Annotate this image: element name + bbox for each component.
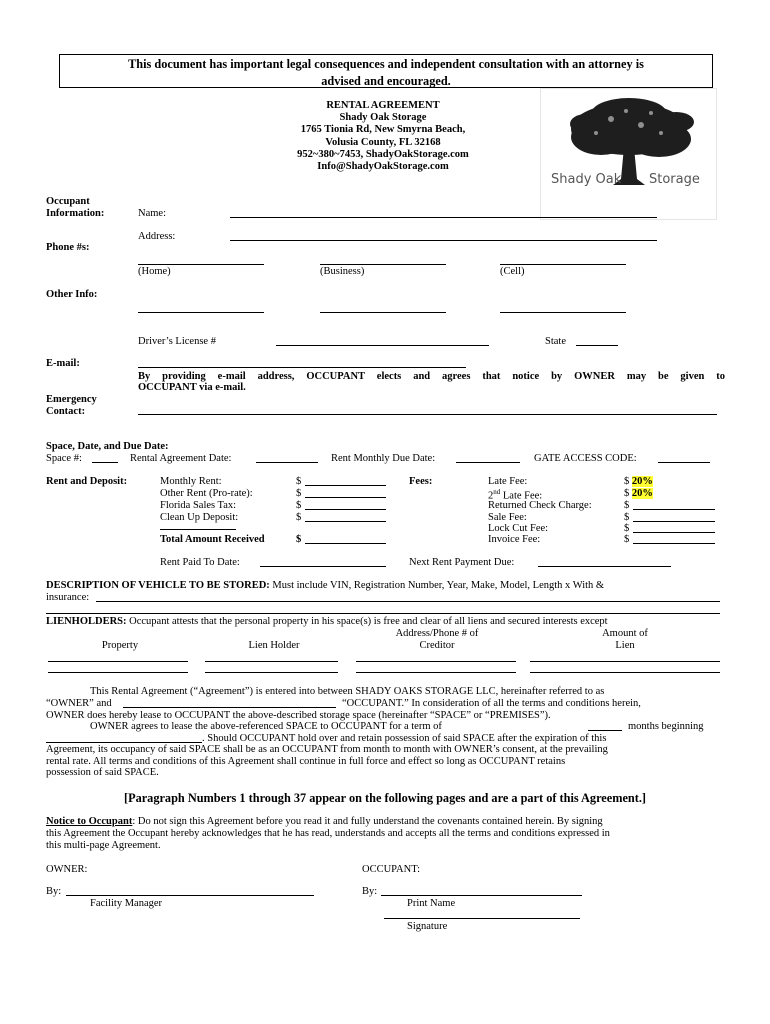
phone-label: Phone #s:	[46, 242, 90, 253]
gate-code-label: GATE ACCESS CODE:	[534, 453, 637, 464]
next-payment-label: Next Rent Payment Due:	[409, 557, 515, 568]
returned-check-label: Returned Check Charge:	[488, 500, 592, 511]
dollar-sign: $	[296, 476, 302, 487]
invoice-fee-label: Invoice Fee:	[488, 534, 541, 545]
agreement-p2-line-3: Agreement, its occupancy of said SPACE shall be as an OCCUPANT from month to month with OWNER’s consent, at the prevailing	[46, 744, 608, 755]
space-heading: Space, Date, and Due Date:	[46, 441, 169, 452]
dollar-sign: $	[296, 488, 302, 499]
signature-label: Signature	[407, 921, 448, 932]
logo-text-shady-oak: Shady Oak	[551, 172, 622, 187]
dollar-sign: $	[296, 534, 302, 545]
col-property-header: Property	[101, 640, 139, 651]
rent-paid-to-date-field[interactable]	[260, 566, 386, 567]
invoice-fee-field[interactable]	[633, 543, 715, 544]
legal-notice-box	[59, 54, 713, 88]
name-label: Name:	[138, 208, 166, 219]
print-name-label: Print Name	[407, 898, 456, 909]
lien-address-field-1[interactable]	[356, 661, 516, 662]
lien-holder-field-1[interactable]	[205, 661, 338, 662]
email-notice-1: By providing e-mail address, OCCUPANT elects and agrees that notice by OWNER may be given to	[138, 371, 725, 382]
lien-address-field-2[interactable]	[356, 672, 516, 673]
document-header	[253, 100, 513, 173]
dollar-sign: $ 20%	[624, 476, 653, 487]
lien-amount-field-2[interactable]	[530, 672, 720, 673]
email-field[interactable]	[138, 367, 466, 368]
dollar-sign: $	[624, 534, 630, 545]
occupant-print-name-field[interactable]	[381, 895, 582, 896]
owner-signature-field[interactable]	[66, 895, 314, 896]
lien-property-field-2[interactable]	[48, 672, 188, 673]
other-info-field-1[interactable]	[138, 312, 264, 313]
col-lien-holder-header: Lien Holder	[248, 640, 300, 651]
dollar-sign: $	[624, 500, 630, 511]
dollar-sign: $	[296, 512, 302, 523]
due-date-field[interactable]	[456, 462, 520, 463]
sale-fee-field[interactable]	[633, 521, 715, 522]
gate-code-field[interactable]	[658, 462, 710, 463]
emergency-label-2: Contact:	[46, 406, 86, 417]
company-address-1: 1765 Tionia Rd, New Smyrna Beach,	[300, 124, 466, 136]
total-received-field[interactable]	[305, 543, 386, 544]
agreement-p2-line-2: . Should OCCUPANT hold over and retain possession of said SPACE after the expiration of this	[202, 733, 607, 744]
agreement-date-field[interactable]	[256, 462, 318, 463]
notice-to-occupant-line-2: this Agreement the Occupant hereby acknowledges that he has read, understands and accepts all the terms and conditions expressed in	[46, 828, 610, 839]
cell-label: (Cell)	[500, 266, 525, 277]
lien-holder-field-2[interactable]	[205, 672, 338, 673]
email-notice-2: OCCUPANT via e-mail.	[138, 382, 246, 393]
address-label: Address:	[138, 231, 176, 242]
state-field[interactable]	[576, 345, 618, 346]
occupant-signature-field[interactable]	[384, 918, 580, 919]
occupant-label: OCCUPANT:	[362, 864, 421, 875]
agreement-p1-line-1: This Rental Agreement (“Agreement”) is entered into between SHADY OAKS STORAGE LLC, hereinafter referred to as	[90, 686, 605, 697]
term-start-date-field[interactable]	[46, 742, 202, 743]
insurance-field[interactable]	[96, 601, 720, 602]
occupant-name-field[interactable]	[123, 707, 336, 708]
sales-tax-label: Florida Sales Tax:	[160, 500, 237, 511]
returned-check-field[interactable]	[633, 509, 715, 510]
drivers-license-field[interactable]	[276, 345, 489, 346]
col-amount-header-1: Amount of	[602, 628, 648, 639]
occupant-by-label: By:	[362, 886, 378, 897]
space-number-label: Space #:	[46, 453, 82, 464]
total-received-label: Total Amount Received	[160, 534, 265, 545]
col-address-header-1: Address/Phone # of	[395, 628, 479, 639]
emergency-contact-field[interactable]	[138, 414, 717, 415]
document-title: RENTAL AGREEMENT	[326, 100, 440, 111]
col-address-header-2: Creditor	[419, 640, 455, 651]
owner-label: OWNER:	[46, 864, 88, 875]
home-label: (Home)	[138, 266, 171, 277]
other-rent-field[interactable]	[305, 497, 386, 498]
vehicle-description-field[interactable]	[46, 613, 720, 614]
lien-property-field-1[interactable]	[48, 661, 188, 662]
insurance-label: insurance:	[46, 592, 90, 603]
rent-deposit-heading: Rent and Deposit:	[46, 476, 128, 487]
late-fee-label: Late Fee:	[488, 476, 528, 487]
logo-text-storage: Storage	[649, 172, 700, 187]
owner-by-label: By:	[46, 886, 62, 897]
notice-to-occupant-line-1: Notice to Occupant: Do not sign this Agreement before you read it and fully understand the covenants contained herein. By signing	[46, 816, 603, 827]
agreement-p2-line-4: rental rate. All terms and conditions of this Agreement shall continue in full force and effect so long as OCCUPANT retains	[46, 756, 566, 767]
emergency-label-1: Emergency	[46, 394, 97, 405]
agreement-p1-line-3: OWNER does hereby lease to OCCUPANT the above-described storage space (hereinafter “SPACE” or “PREMISES”).	[46, 710, 551, 721]
lock-cut-fee-field[interactable]	[633, 532, 715, 533]
drivers-license-label: Driver’s License #	[138, 336, 216, 347]
shady-oak-logo	[540, 88, 717, 220]
facility-manager-label: Facility Manager	[90, 898, 163, 909]
dollar-sign: $	[296, 500, 302, 511]
other-rent-label: Other Rent (Pro-rate):	[160, 488, 253, 499]
state-label: State	[545, 336, 566, 347]
dollar-sign: $	[624, 523, 630, 534]
sale-fee-label: Sale Fee:	[488, 512, 527, 523]
company-name: Shady Oak Storage	[339, 112, 427, 124]
agreement-p1-line-2a: “OWNER” and	[46, 698, 112, 709]
monthly-rent-label: Monthly Rent:	[160, 476, 222, 487]
name-field[interactable]	[230, 217, 657, 218]
col-amount-header-2: Lien	[615, 640, 635, 651]
business-label: (Business)	[320, 266, 365, 277]
company-email: Info@ShadyOakStorage.com	[317, 161, 449, 173]
monthly-rent-field[interactable]	[305, 485, 386, 486]
term-months-field[interactable]	[588, 730, 622, 731]
agreement-date-label: Rental Agreement Date:	[130, 453, 232, 464]
legal-notice-line-2: advised and encouraged.	[321, 74, 451, 88]
sales-tax-field[interactable]	[305, 509, 386, 510]
agreement-p2-line-5: possession of said SPACE.	[46, 767, 159, 778]
second-late-fee-label: 2nd Late Fee:	[488, 488, 543, 502]
space-number-field[interactable]	[92, 462, 118, 463]
extra-rent-item-field[interactable]	[160, 529, 236, 530]
email-label: E-mail:	[46, 358, 80, 369]
occupant-section-label-1: Occupant	[46, 196, 90, 207]
paragraph-numbers-note: [Paragraph Numbers 1 through 37 appear on the following pages and are a part of this Agreement.]	[123, 791, 647, 805]
due-date-label: Rent Monthly Due Date:	[331, 453, 436, 464]
occupant-section-label-2: Information:	[46, 208, 105, 219]
oak-tree-icon	[541, 89, 716, 219]
dollar-sign: $ 20%	[624, 488, 653, 499]
company-address-2: Volusia County, FL 32168	[325, 136, 441, 148]
notice-to-occupant-line-3: this multi-page Agreement.	[46, 840, 161, 851]
company-contact: 952~380~7453, ShadyOakStorage.com	[297, 148, 469, 160]
legal-notice-line-1: This document has important legal consequences and independent consultation with an attorney is	[128, 57, 644, 71]
vehicle-description: DESCRIPTION OF VEHICLE TO BE STORED: Must include VIN, Registration Number, Year, Make, Model, Length x With &	[46, 580, 605, 591]
next-payment-field[interactable]	[538, 566, 671, 567]
agreement-p1-line-2b: “OCCUPANT.” In consideration of all the terms and conditions herein,	[342, 698, 641, 709]
other-info-field-2[interactable]	[320, 312, 446, 313]
other-info-field-3[interactable]	[500, 312, 626, 313]
home-phone-field[interactable]	[138, 264, 264, 265]
lock-cut-fee-label: Lock Cut Fee:	[488, 523, 549, 534]
second-late-fee-value: 20%	[631, 488, 653, 499]
dollar-sign: $	[624, 512, 630, 523]
cleanup-deposit-field[interactable]	[305, 521, 386, 522]
late-fee-value: 20%	[631, 476, 653, 487]
lienholders-statement: LIENHOLDERS: Occupant attests that the personal property in his space(s) is free and clear of all liens and secured interests except	[46, 616, 608, 627]
fees-heading: Fees:	[409, 476, 433, 487]
rent-paid-to-date-label: Rent Paid To Date:	[160, 557, 240, 568]
agreement-p2-line-1b: months beginning	[628, 721, 704, 732]
cell-phone-field[interactable]	[500, 264, 626, 265]
cleanup-deposit-label: Clean Up Deposit:	[160, 512, 239, 523]
lien-amount-field-1[interactable]	[530, 661, 720, 662]
other-info-label: Other Info:	[46, 289, 98, 300]
business-phone-field[interactable]	[320, 264, 446, 265]
address-field[interactable]	[230, 240, 657, 241]
agreement-p2-line-1a: OWNER agrees to lease the above-referenced SPACE to OCCUPANT for a term of	[90, 721, 442, 732]
